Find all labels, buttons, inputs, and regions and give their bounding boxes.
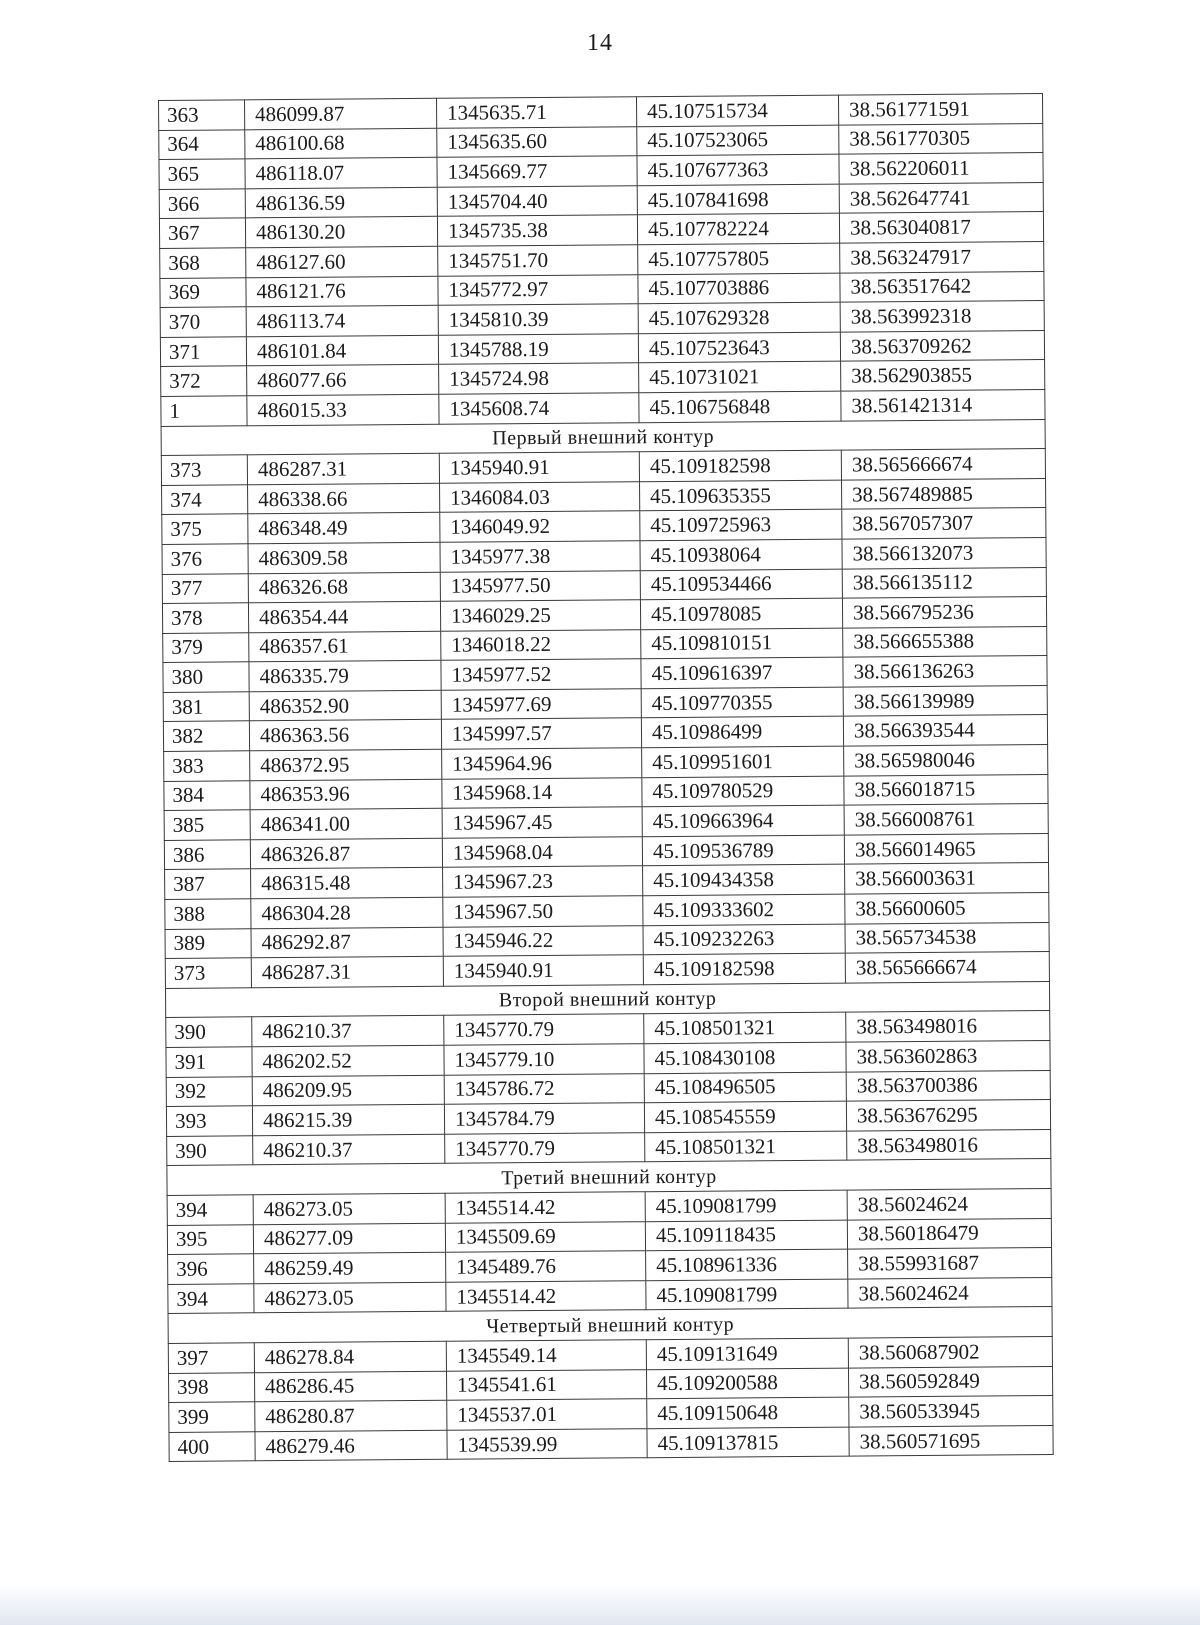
longitude-cell: 38.560571695 [849, 1425, 1053, 1456]
longitude-cell: 38.566132073 [842, 537, 1046, 568]
y-coordinate-cell: 1346018.22 [441, 629, 641, 660]
y-coordinate-cell: 1345539.99 [447, 1428, 647, 1459]
latitude-cell: 45.107523065 [637, 125, 839, 156]
longitude-cell: 38.565980046 [844, 745, 1048, 776]
latitude-cell: 45.107523643 [638, 332, 840, 363]
x-coordinate-cell: 486215.39 [252, 1104, 444, 1135]
x-coordinate-cell: 486099.87 [245, 98, 437, 129]
latitude-cell: 45.109200588 [646, 1368, 848, 1399]
latitude-cell: 45.108501321 [645, 1131, 847, 1162]
y-coordinate-cell: 1345635.60 [437, 126, 637, 157]
latitude-cell: 45.106756848 [639, 391, 841, 422]
point-number-cell: 1 [161, 396, 247, 426]
x-coordinate-cell: 486353.96 [250, 779, 442, 810]
x-coordinate-cell: 486121.76 [246, 276, 438, 307]
y-coordinate-cell: 1346084.03 [440, 481, 640, 512]
x-coordinate-cell: 486348.49 [248, 513, 440, 544]
longitude-cell: 38.559931687 [848, 1248, 1052, 1279]
longitude-cell: 38.563247917 [840, 242, 1044, 273]
latitude-cell: 45.109635355 [640, 480, 842, 511]
latitude-cell: 45.108961336 [646, 1249, 848, 1280]
y-coordinate-cell: 1345940.91 [443, 955, 643, 986]
y-coordinate-cell: 1345977.38 [440, 541, 640, 572]
point-number-cell: 394 [167, 1195, 253, 1225]
latitude-cell: 45.109333602 [643, 894, 845, 925]
y-coordinate-cell: 1345489.76 [446, 1251, 646, 1282]
latitude-cell: 45.109434358 [643, 865, 845, 896]
y-coordinate-cell: 1345977.50 [440, 570, 640, 601]
longitude-cell: 38.561770305 [839, 123, 1043, 154]
longitude-cell: 38.560533945 [849, 1396, 1053, 1427]
longitude-cell: 38.56600605 [845, 893, 1049, 924]
y-coordinate-cell: 1345968.14 [442, 777, 642, 808]
y-coordinate-cell: 1345967.23 [443, 866, 643, 897]
longitude-cell: 38.567489885 [842, 478, 1046, 509]
latitude-cell: 45.109725963 [640, 509, 842, 540]
point-number-cell: 393 [166, 1106, 252, 1136]
longitude-cell: 38.566135112 [842, 567, 1046, 598]
point-number-cell: 363 [159, 100, 245, 130]
longitude-cell: 38.566014965 [844, 833, 1048, 864]
x-coordinate-cell: 486335.79 [249, 661, 441, 692]
latitude-cell: 45.10978085 [640, 598, 842, 629]
latitude-cell: 45.10986499 [641, 717, 843, 748]
x-coordinate-cell: 486357.61 [249, 631, 441, 662]
longitude-cell: 38.566018715 [844, 774, 1048, 805]
y-coordinate-cell: 1345772.97 [438, 274, 638, 305]
coordinates-table-body [159, 94, 1054, 1462]
longitude-cell: 38.566136263 [843, 656, 1047, 687]
latitude-cell: 45.109081799 [646, 1279, 848, 1310]
latitude-cell: 45.108430108 [644, 1042, 846, 1073]
y-coordinate-cell: 1345514.42 [445, 1192, 645, 1223]
point-number-cell: 373 [165, 958, 251, 988]
x-coordinate-cell: 486341.00 [250, 809, 442, 840]
point-number-cell: 379 [163, 632, 249, 662]
latitude-cell: 45.107841698 [637, 184, 839, 215]
x-coordinate-cell: 486326.68 [248, 572, 440, 603]
longitude-cell: 38.560687902 [848, 1336, 1052, 1367]
longitude-cell: 38.563498016 [846, 1011, 1050, 1042]
latitude-cell: 45.109951601 [642, 746, 844, 777]
x-coordinate-cell: 486280.87 [255, 1400, 447, 1431]
longitude-cell: 38.563676295 [846, 1100, 1050, 1131]
x-coordinate-cell: 486292.87 [251, 927, 443, 958]
coordinates-table-container [158, 93, 1053, 1462]
x-coordinate-cell: 486372.95 [250, 749, 442, 780]
point-number-cell: 398 [168, 1372, 254, 1402]
y-coordinate-cell: 1345735.38 [437, 215, 637, 246]
latitude-cell: 45.107782224 [637, 214, 839, 245]
longitude-cell: 38.56024624 [848, 1277, 1052, 1308]
latitude-cell: 45.109118435 [645, 1220, 847, 1251]
coordinates-table [158, 93, 1054, 1462]
x-coordinate-cell: 486015.33 [247, 394, 439, 425]
y-coordinate-cell: 1345977.69 [441, 689, 641, 720]
latitude-cell: 45.109663964 [642, 805, 844, 836]
longitude-cell: 38.566008761 [844, 804, 1048, 835]
longitude-cell: 38.560592849 [848, 1366, 1052, 1397]
longitude-cell: 38.565734538 [845, 922, 1049, 953]
point-number-cell: 368 [160, 248, 246, 278]
x-coordinate-cell: 486100.68 [245, 128, 437, 159]
longitude-cell: 38.566139989 [843, 685, 1047, 716]
longitude-cell: 38.566393544 [843, 715, 1047, 746]
x-coordinate-cell: 486210.37 [253, 1134, 445, 1165]
point-number-cell: 378 [162, 603, 248, 633]
x-coordinate-cell: 486202.52 [252, 1045, 444, 1076]
latitude-cell: 45.10938064 [640, 539, 842, 570]
x-coordinate-cell: 486315.48 [251, 868, 443, 899]
x-coordinate-cell: 486259.49 [254, 1252, 446, 1283]
point-number-cell: 366 [159, 189, 245, 219]
x-coordinate-cell: 486352.90 [249, 690, 441, 721]
point-number-cell: 377 [162, 573, 248, 603]
longitude-cell: 38.563498016 [847, 1129, 1051, 1160]
point-number-cell: 381 [163, 692, 249, 722]
y-coordinate-cell: 1346049.92 [440, 511, 640, 542]
point-number-cell: 383 [164, 751, 250, 781]
y-coordinate-cell: 1345537.01 [447, 1399, 647, 1430]
latitude-cell: 45.109131649 [646, 1338, 848, 1369]
x-coordinate-cell: 486136.59 [245, 187, 437, 218]
point-number-cell: 372 [161, 366, 247, 396]
longitude-cell: 38.56024624 [847, 1188, 1051, 1219]
latitude-cell: 45.109536789 [642, 835, 844, 866]
longitude-cell: 38.566003631 [845, 863, 1049, 894]
latitude-cell: 45.108545559 [644, 1101, 846, 1132]
longitude-cell: 38.566655388 [843, 626, 1047, 657]
y-coordinate-cell: 1345786.72 [444, 1073, 644, 1104]
latitude-cell: 45.108501321 [644, 1013, 846, 1044]
latitude-cell: 45.10731021 [639, 361, 841, 392]
point-number-cell: 376 [162, 544, 248, 574]
longitude-cell: 38.565666674 [845, 952, 1049, 983]
x-coordinate-cell: 486210.37 [252, 1016, 444, 1047]
latitude-cell: 45.109137815 [647, 1427, 849, 1458]
y-coordinate-cell: 1345977.52 [441, 659, 641, 690]
point-number-cell: 384 [164, 780, 250, 810]
point-number-cell: 375 [162, 514, 248, 544]
y-coordinate-cell: 1345509.69 [445, 1221, 645, 1252]
latitude-cell: 45.107629328 [638, 302, 840, 333]
y-coordinate-cell: 1345968.04 [442, 837, 642, 868]
point-number-cell: 389 [165, 928, 251, 958]
latitude-cell: 45.109810151 [641, 628, 843, 659]
x-coordinate-cell: 486287.31 [247, 453, 439, 484]
y-coordinate-cell: 1345964.96 [442, 748, 642, 779]
point-number-cell: 374 [162, 485, 248, 515]
longitude-cell: 38.563040817 [839, 212, 1043, 243]
y-coordinate-cell: 1345779.10 [444, 1044, 644, 1075]
point-number-cell: 373 [161, 455, 247, 485]
y-coordinate-cell: 1345514.42 [446, 1280, 646, 1311]
longitude-cell: 38.563602863 [846, 1041, 1050, 1072]
contour-section-title: Третий внешний контур [167, 1159, 1051, 1196]
point-number-cell: 380 [163, 662, 249, 692]
x-coordinate-cell: 486287.31 [251, 957, 443, 988]
longitude-cell: 38.565666674 [841, 449, 1045, 480]
y-coordinate-cell: 1345549.14 [446, 1340, 646, 1371]
x-coordinate-cell: 486304.28 [251, 897, 443, 928]
latitude-cell: 45.109081799 [645, 1190, 847, 1221]
table-row [169, 1425, 1053, 1462]
x-coordinate-cell: 486338.66 [248, 483, 440, 514]
point-number-cell: 396 [168, 1254, 254, 1284]
point-number-cell: 399 [169, 1402, 255, 1432]
x-coordinate-cell: 486278.84 [254, 1341, 446, 1372]
y-coordinate-cell: 1345751.70 [438, 245, 638, 276]
latitude-cell: 45.109182598 [643, 953, 845, 984]
x-coordinate-cell: 486113.74 [246, 305, 438, 336]
y-coordinate-cell: 1345669.77 [437, 156, 637, 187]
point-number-cell: 390 [166, 1017, 252, 1047]
longitude-cell: 38.562206011 [839, 153, 1043, 184]
latitude-cell: 45.109232263 [643, 924, 845, 955]
contour-section-title: Первый внешний контур [161, 419, 1045, 456]
contour-section-title: Второй внешний контур [165, 981, 1049, 1018]
x-coordinate-cell: 486326.87 [250, 838, 442, 869]
page-number: 14 [587, 30, 613, 56]
latitude-cell: 45.107757805 [638, 243, 840, 274]
scan-edge-shadow [0, 1585, 1200, 1625]
latitude-cell: 45.107515734 [636, 95, 838, 126]
latitude-cell: 45.109616397 [641, 657, 843, 688]
y-coordinate-cell: 1345541.61 [446, 1369, 646, 1400]
point-number-cell: 370 [160, 307, 246, 337]
x-coordinate-cell: 486309.58 [248, 542, 440, 573]
point-number-cell: 387 [165, 869, 251, 899]
x-coordinate-cell: 486354.44 [248, 601, 440, 632]
x-coordinate-cell: 486273.05 [254, 1282, 446, 1313]
x-coordinate-cell: 486209.95 [252, 1075, 444, 1106]
y-coordinate-cell: 1345940.91 [439, 452, 639, 483]
longitude-cell: 38.562647741 [839, 182, 1043, 213]
point-number-cell: 395 [167, 1224, 253, 1254]
x-coordinate-cell: 486127.60 [246, 246, 438, 277]
point-number-cell: 390 [167, 1136, 253, 1166]
point-number-cell: 382 [163, 721, 249, 751]
x-coordinate-cell: 486118.07 [245, 157, 437, 188]
y-coordinate-cell: 1345608.74 [439, 393, 639, 424]
point-number-cell: 385 [164, 810, 250, 840]
y-coordinate-cell: 1345635.71 [436, 97, 636, 128]
latitude-cell: 45.109150648 [647, 1397, 849, 1428]
longitude-cell: 38.567057307 [842, 508, 1046, 539]
x-coordinate-cell: 486277.09 [253, 1223, 445, 1254]
y-coordinate-cell: 1345967.45 [442, 807, 642, 838]
point-number-cell: 400 [169, 1431, 255, 1461]
latitude-cell: 45.109182598 [639, 450, 841, 481]
point-number-cell: 392 [166, 1076, 252, 1106]
point-number-cell: 394 [168, 1284, 254, 1314]
point-number-cell: 367 [159, 218, 245, 248]
y-coordinate-cell: 1345704.40 [437, 186, 637, 217]
latitude-cell: 45.109780529 [642, 776, 844, 807]
latitude-cell: 45.107677363 [637, 154, 839, 185]
latitude-cell: 45.108496505 [644, 1072, 846, 1103]
point-number-cell: 365 [159, 159, 245, 189]
longitude-cell: 38.566795236 [842, 597, 1046, 628]
contour-section-title: Четвертый внешний контур [168, 1307, 1052, 1344]
longitude-cell: 38.561771591 [838, 94, 1042, 125]
latitude-cell: 45.107703886 [638, 273, 840, 304]
y-coordinate-cell: 1346029.25 [440, 600, 640, 631]
y-coordinate-cell: 1345770.79 [444, 1014, 644, 1045]
point-number-cell: 386 [164, 840, 250, 870]
x-coordinate-cell: 486101.84 [246, 335, 438, 366]
x-coordinate-cell: 486286.45 [254, 1371, 446, 1402]
y-coordinate-cell: 1345770.79 [445, 1132, 645, 1163]
point-number-cell: 369 [160, 277, 246, 307]
point-number-cell: 388 [165, 899, 251, 929]
point-number-cell: 364 [159, 129, 245, 159]
x-coordinate-cell: 486077.66 [247, 365, 439, 396]
longitude-cell: 38.561421314 [841, 389, 1045, 420]
y-coordinate-cell: 1345788.19 [438, 333, 638, 364]
longitude-cell: 38.563700386 [846, 1070, 1050, 1101]
longitude-cell: 38.560186479 [847, 1218, 1051, 1249]
x-coordinate-cell: 486273.05 [253, 1193, 445, 1224]
x-coordinate-cell: 486363.56 [249, 720, 441, 751]
y-coordinate-cell: 1345810.39 [438, 304, 638, 335]
longitude-cell: 38.562903855 [841, 360, 1045, 391]
y-coordinate-cell: 1345784.79 [444, 1103, 644, 1134]
point-number-cell: 371 [160, 337, 246, 367]
y-coordinate-cell: 1345997.57 [441, 718, 641, 749]
x-coordinate-cell: 486130.20 [245, 217, 437, 248]
y-coordinate-cell: 1345724.98 [439, 363, 639, 394]
y-coordinate-cell: 1345946.22 [443, 925, 643, 956]
latitude-cell: 45.109770355 [641, 687, 843, 718]
x-coordinate-cell: 486279.46 [255, 1430, 447, 1461]
point-number-cell: 397 [168, 1343, 254, 1373]
latitude-cell: 45.109534466 [640, 569, 842, 600]
longitude-cell: 38.563517642 [840, 271, 1044, 302]
point-number-cell: 391 [166, 1047, 252, 1077]
longitude-cell: 38.563992318 [840, 301, 1044, 332]
longitude-cell: 38.563709262 [840, 330, 1044, 361]
y-coordinate-cell: 1345967.50 [443, 896, 643, 927]
